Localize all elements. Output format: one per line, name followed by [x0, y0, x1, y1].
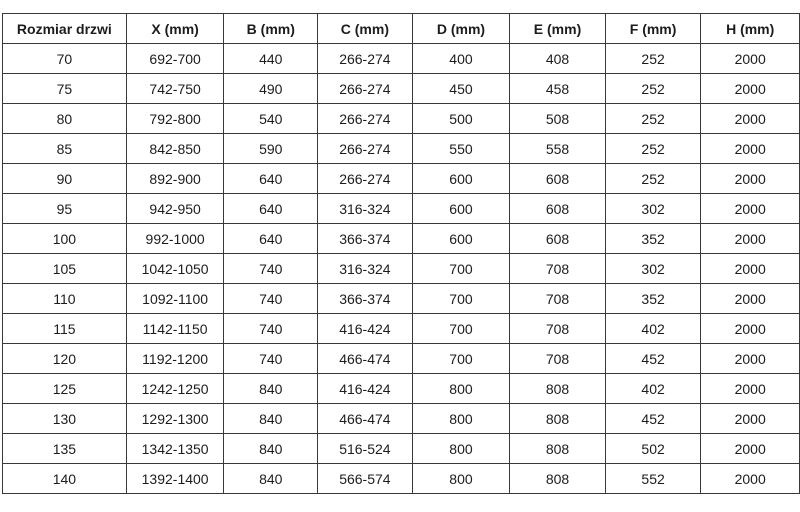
table-cell: 792-800	[126, 104, 224, 134]
table-cell: 742-750	[126, 74, 224, 104]
table-cell: 2000	[701, 434, 800, 464]
table-cell: 130	[3, 404, 127, 434]
table-cell: 115	[3, 314, 127, 344]
table-cell: 2000	[701, 344, 800, 374]
table-cell: 808	[510, 464, 606, 494]
table-cell: 708	[510, 314, 606, 344]
table-cell: 452	[605, 404, 701, 434]
table-cell: 400	[412, 44, 510, 74]
table-cell: 566-574	[318, 464, 413, 494]
table-cell: 808	[510, 434, 606, 464]
table-cell: 740	[224, 254, 318, 284]
table-cell: 2000	[701, 44, 800, 74]
table-cell: 992-1000	[126, 224, 224, 254]
table-cell: 708	[510, 284, 606, 314]
table-cell: 2000	[701, 224, 800, 254]
table-cell: 2000	[701, 374, 800, 404]
table-row	[3, 164, 800, 194]
table-cell: 1342-1350	[126, 434, 224, 464]
header-row	[3, 14, 800, 44]
table-cell: 402	[605, 374, 701, 404]
table-cell: 100	[3, 224, 127, 254]
table-cell: 840	[224, 374, 318, 404]
table-cell: 252	[605, 74, 701, 104]
column-header: E (mm)	[510, 14, 606, 44]
table-cell: 2000	[701, 194, 800, 224]
table-cell: 95	[3, 194, 127, 224]
table-cell: 540	[224, 104, 318, 134]
table-cell: 140	[3, 464, 127, 494]
table-cell: 840	[224, 464, 318, 494]
table-cell: 708	[510, 344, 606, 374]
table-cell: 700	[412, 284, 510, 314]
table-cell: 800	[412, 464, 510, 494]
table-cell: 302	[605, 194, 701, 224]
table-cell: 252	[605, 44, 701, 74]
table-cell: 1292-1300	[126, 404, 224, 434]
table-cell: 808	[510, 404, 606, 434]
table-cell: 1392-1400	[126, 464, 224, 494]
door-size-table-container	[2, 13, 800, 494]
table-cell: 352	[605, 224, 701, 254]
table-row	[3, 404, 800, 434]
table-cell: 508	[510, 104, 606, 134]
table-cell: 942-950	[126, 194, 224, 224]
table-cell: 640	[224, 164, 318, 194]
table-cell: 2000	[701, 134, 800, 164]
table-cell: 2000	[701, 74, 800, 104]
table-cell: 252	[605, 104, 701, 134]
door-size-table	[2, 13, 800, 494]
table-cell: 266-274	[318, 74, 413, 104]
table-row	[3, 314, 800, 344]
table-cell: 2000	[701, 464, 800, 494]
table-cell: 640	[224, 224, 318, 254]
table-cell: 740	[224, 344, 318, 374]
table-body	[3, 44, 800, 494]
table-cell: 120	[3, 344, 127, 374]
table-cell: 85	[3, 134, 127, 164]
table-cell: 466-474	[318, 404, 413, 434]
table-cell: 1142-1150	[126, 314, 224, 344]
table-cell: 800	[412, 374, 510, 404]
column-header: Rozmiar drzwi	[3, 14, 127, 44]
table-cell: 75	[3, 74, 127, 104]
table-cell: 558	[510, 134, 606, 164]
table-cell: 490	[224, 74, 318, 104]
table-row	[3, 254, 800, 284]
table-cell: 252	[605, 134, 701, 164]
column-header: B (mm)	[224, 14, 318, 44]
table-cell: 2000	[701, 284, 800, 314]
table-cell: 600	[412, 164, 510, 194]
table-cell: 80	[3, 104, 127, 134]
table-row	[3, 224, 800, 254]
table-row	[3, 194, 800, 224]
table-cell: 700	[412, 254, 510, 284]
table-cell: 842-850	[126, 134, 224, 164]
table-cell: 692-700	[126, 44, 224, 74]
table-cell: 1042-1050	[126, 254, 224, 284]
table-cell: 640	[224, 194, 318, 224]
table-cell: 2000	[701, 314, 800, 344]
table-cell: 316-324	[318, 254, 413, 284]
table-cell: 800	[412, 434, 510, 464]
table-cell: 266-274	[318, 134, 413, 164]
table-cell: 502	[605, 434, 701, 464]
table-cell: 266-274	[318, 104, 413, 134]
table-cell: 352	[605, 284, 701, 314]
table-cell: 452	[605, 344, 701, 374]
table-cell: 550	[412, 134, 510, 164]
table-cell: 552	[605, 464, 701, 494]
table-cell: 90	[3, 164, 127, 194]
table-row	[3, 284, 800, 314]
table-cell: 740	[224, 284, 318, 314]
table-cell: 450	[412, 74, 510, 104]
table-cell: 408	[510, 44, 606, 74]
table-row	[3, 74, 800, 104]
table-cell: 466-474	[318, 344, 413, 374]
table-cell: 266-274	[318, 44, 413, 74]
table-cell: 402	[605, 314, 701, 344]
table-cell: 808	[510, 374, 606, 404]
table-header	[3, 14, 800, 44]
table-cell: 105	[3, 254, 127, 284]
table-cell: 316-324	[318, 194, 413, 224]
table-cell: 70	[3, 44, 127, 74]
table-cell: 600	[412, 224, 510, 254]
table-cell: 708	[510, 254, 606, 284]
table-row	[3, 464, 800, 494]
table-cell: 840	[224, 434, 318, 464]
table-cell: 700	[412, 314, 510, 344]
table-cell: 252	[605, 164, 701, 194]
table-cell: 516-524	[318, 434, 413, 464]
table-cell: 135	[3, 434, 127, 464]
table-cell: 440	[224, 44, 318, 74]
table-row	[3, 434, 800, 464]
table-row	[3, 344, 800, 374]
table-cell: 2000	[701, 254, 800, 284]
table-cell: 590	[224, 134, 318, 164]
table-cell: 110	[3, 284, 127, 314]
table-cell: 600	[412, 194, 510, 224]
table-cell: 500	[412, 104, 510, 134]
table-cell: 892-900	[126, 164, 224, 194]
table-cell: 416-424	[318, 314, 413, 344]
table-cell: 458	[510, 74, 606, 104]
table-cell: 700	[412, 344, 510, 374]
table-row	[3, 374, 800, 404]
table-cell: 366-374	[318, 224, 413, 254]
table-cell: 416-424	[318, 374, 413, 404]
table-cell: 740	[224, 314, 318, 344]
column-header: C (mm)	[318, 14, 413, 44]
table-cell: 608	[510, 194, 606, 224]
table-cell: 366-374	[318, 284, 413, 314]
table-cell: 125	[3, 374, 127, 404]
table-cell: 266-274	[318, 164, 413, 194]
table-cell: 1192-1200	[126, 344, 224, 374]
column-header: D (mm)	[412, 14, 510, 44]
table-cell: 608	[510, 164, 606, 194]
table-cell: 800	[412, 404, 510, 434]
table-row	[3, 134, 800, 164]
table-cell: 1242-1250	[126, 374, 224, 404]
table-cell: 2000	[701, 164, 800, 194]
table-cell: 1092-1100	[126, 284, 224, 314]
table-row	[3, 104, 800, 134]
table-cell: 840	[224, 404, 318, 434]
column-header: F (mm)	[605, 14, 701, 44]
table-cell: 2000	[701, 104, 800, 134]
column-header: H (mm)	[701, 14, 800, 44]
table-cell: 302	[605, 254, 701, 284]
table-cell: 608	[510, 224, 606, 254]
table-row	[3, 44, 800, 74]
table-cell: 2000	[701, 404, 800, 434]
column-header: X (mm)	[126, 14, 224, 44]
